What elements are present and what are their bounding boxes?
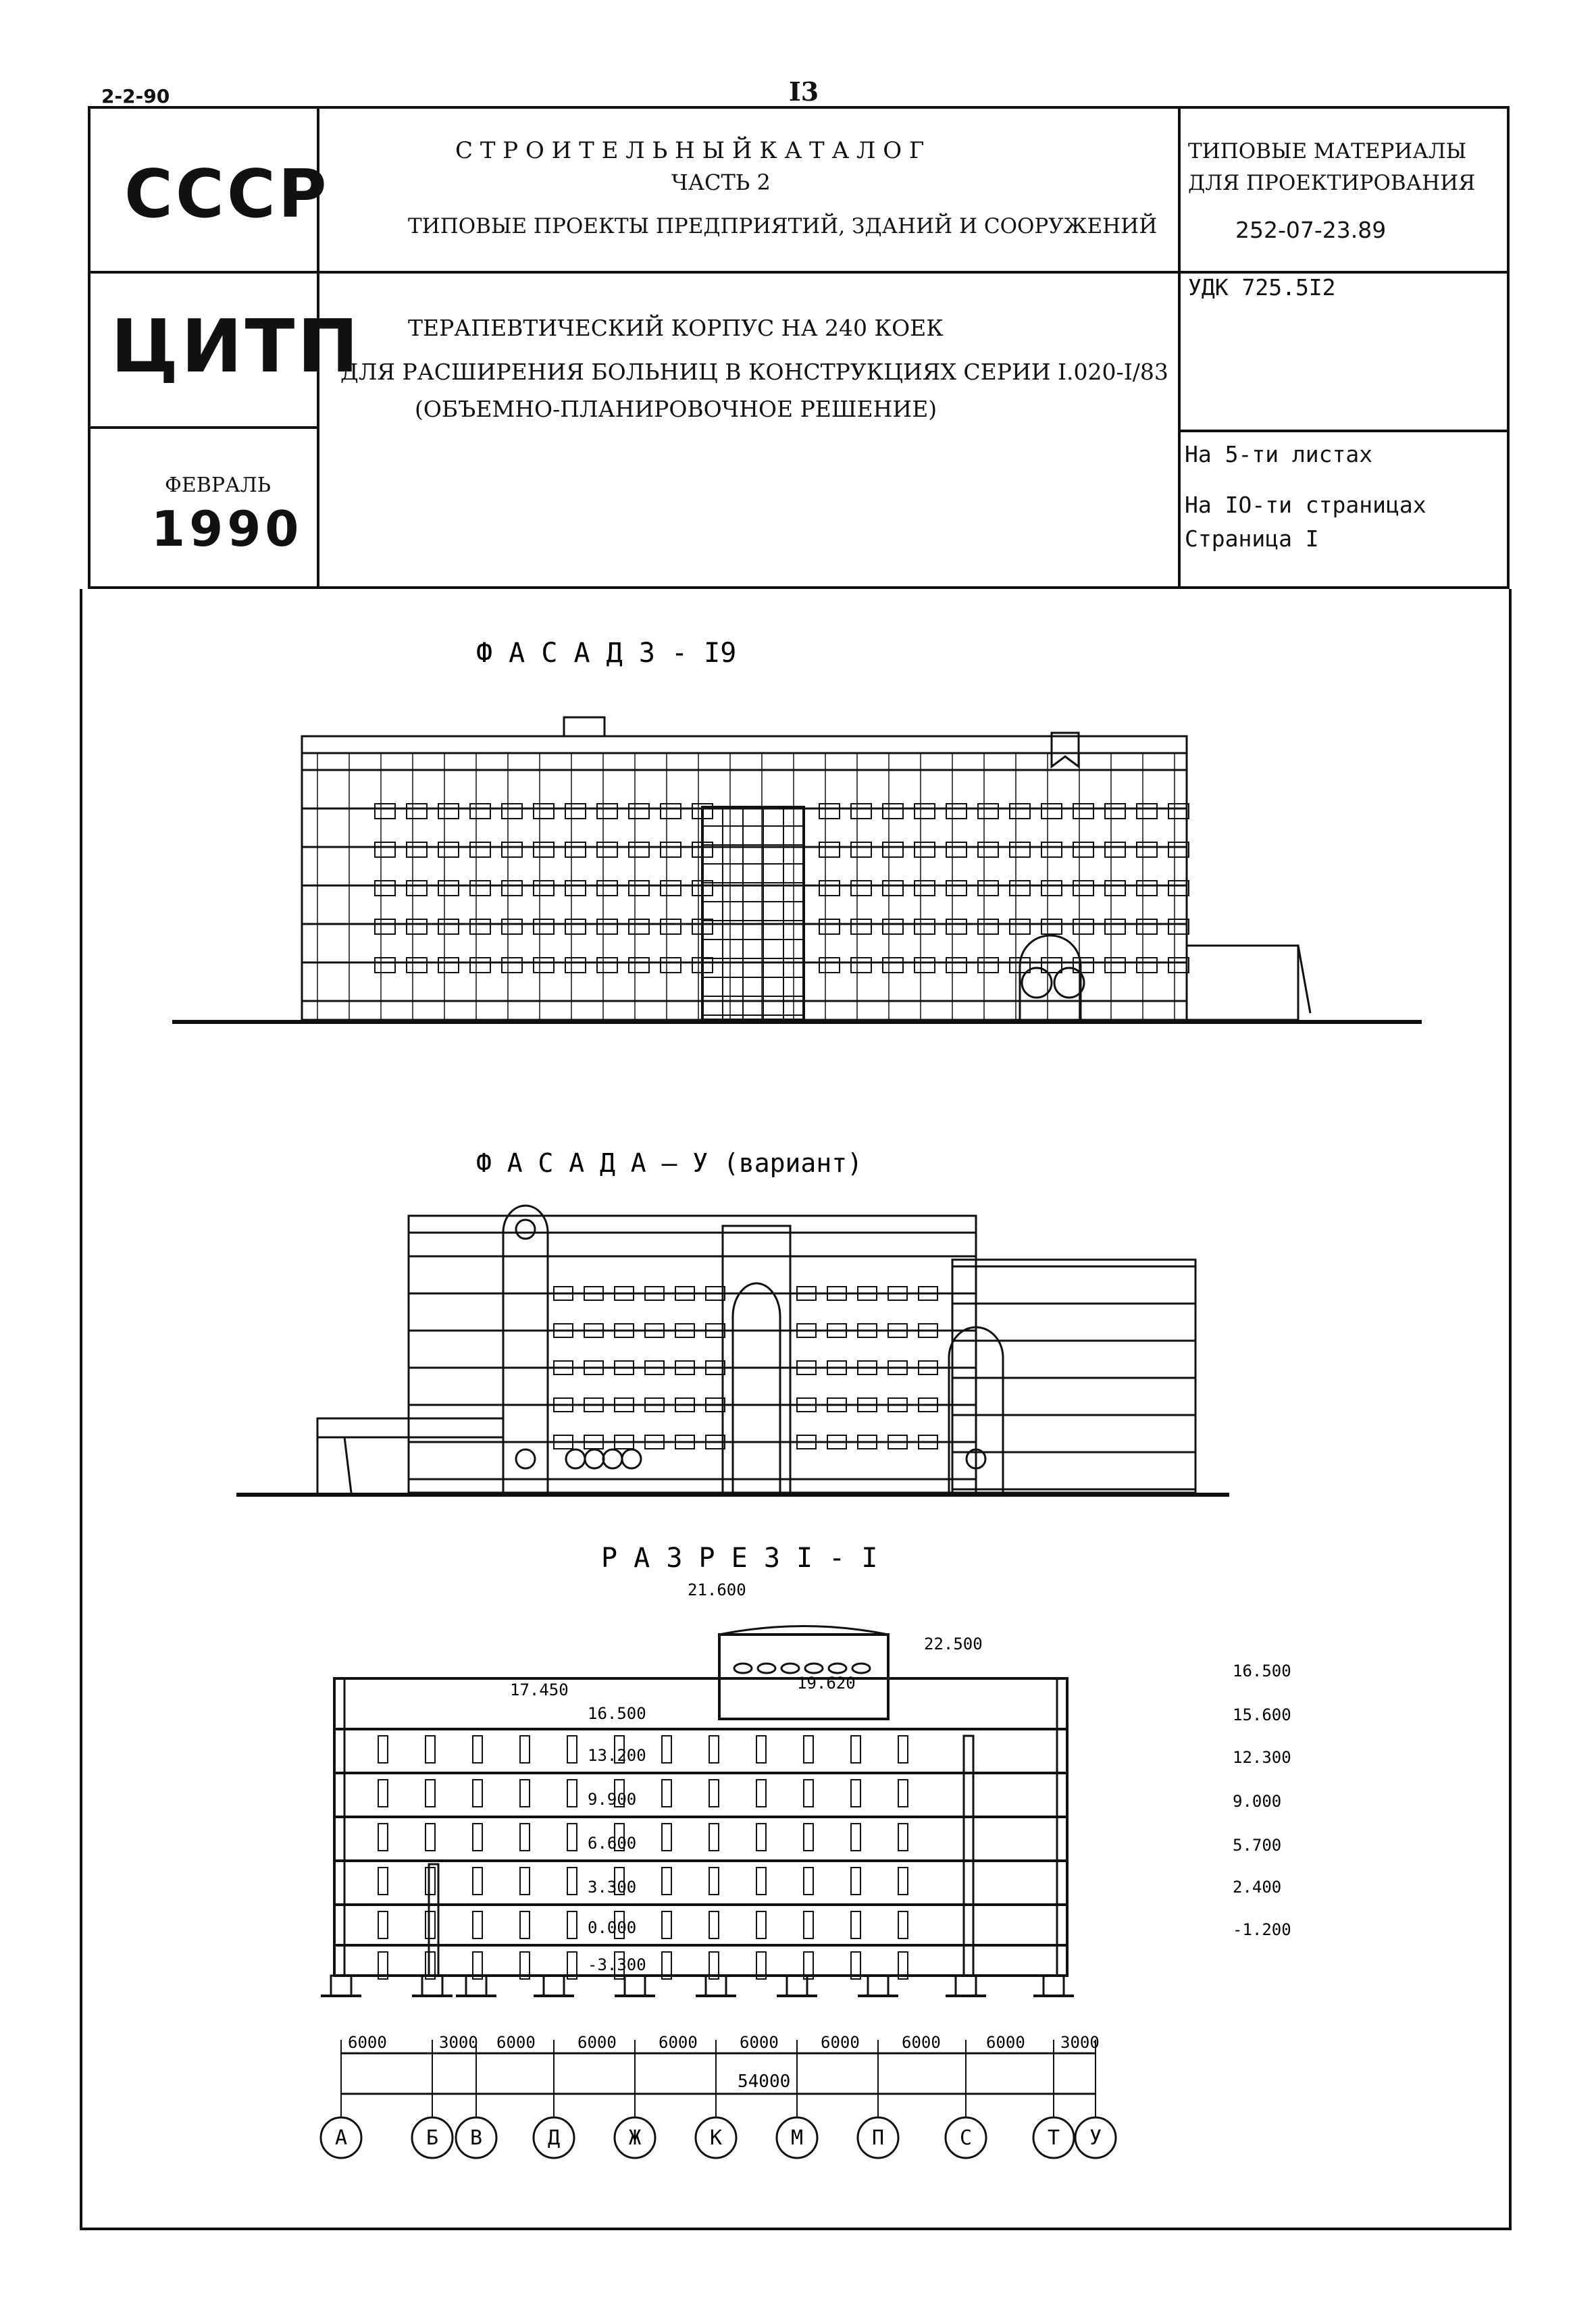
pages-count: На IO-ти страницах <box>1185 492 1426 518</box>
doc-number: 252-07-23.89 <box>1235 217 1387 243</box>
axis-label: В <box>469 2126 483 2150</box>
span-dimension: 6000 <box>740 2033 779 2052</box>
dimension-lines <box>341 2053 1096 2094</box>
issue-year: 1990 <box>151 500 303 557</box>
right-line2: ДЛЯ ПРОЕКТИРОВАНИЯ <box>1188 171 1476 195</box>
span-dimension: 6000 <box>821 2033 860 2052</box>
total-dimension: 54000 <box>738 2072 791 2092</box>
project-line3: (ОБЪЕМНО-ПЛАНИРОВОЧНОЕ РЕШЕНИЕ) <box>415 396 937 422</box>
issue-month: ФЕВРАЛЬ <box>165 473 272 497</box>
axis-label: С <box>959 2126 973 2150</box>
floor-mark: 6.600 <box>588 1834 637 1853</box>
floor-marks <box>588 1704 646 1974</box>
mark-roof-top: 21.600 <box>688 1580 746 1599</box>
span-dimension: 3000 <box>439 2033 478 2052</box>
page-number: I3 <box>789 76 819 107</box>
right-mark: 9.000 <box>1233 1792 1282 1811</box>
axis-label: Т <box>1047 2126 1060 2150</box>
project-line1: ТЕРАПЕВТИЧЕСКИЙ КОРПУС НА 240 КОЕК <box>408 315 944 341</box>
right-mark: 12.300 <box>1233 1748 1291 1767</box>
axis-label: П <box>871 2126 885 2150</box>
axis-label: К <box>709 2126 723 2150</box>
facade2-title: Ф А С А Д А – У (вариант) <box>476 1148 863 1178</box>
section-drawing <box>321 1626 1074 1997</box>
catalog-subtitle: ТИПОВЫЕ ПРОЕКТЫ ПРЕДПРИЯТИЙ, ЗДАНИЙ И СООРУЖЕНИЙ <box>408 214 1158 238</box>
axis-label: Ж <box>628 2126 642 2150</box>
section-title: Р А З Р Е З I - I <box>601 1543 878 1574</box>
axis-markers <box>321 2040 1116 2158</box>
floor-mark: -3.300 <box>588 1955 646 1974</box>
right-mark: 15.600 <box>1233 1705 1291 1724</box>
mark-stair: 19.620 <box>797 1674 856 1693</box>
axis-label: Б <box>426 2126 439 2150</box>
mark-right-top: 22.500 <box>924 1635 983 1653</box>
floor-mark: 13.200 <box>588 1746 646 1765</box>
floor-mark: 3.300 <box>588 1878 637 1897</box>
facade2-drawing <box>236 1206 1229 1495</box>
span-dimension: 6000 <box>348 2033 387 2052</box>
facade1-drawing <box>172 717 1422 1022</box>
floor-mark: 0.000 <box>588 1918 637 1937</box>
span-dimension: 6000 <box>902 2033 941 2052</box>
right-marks <box>1233 1662 1291 1939</box>
axis-label: У <box>1089 2126 1102 2150</box>
current-page: Страница I <box>1185 525 1319 552</box>
sheets-count: На 5-ти листах <box>1185 441 1373 467</box>
span-dimension: 3000 <box>1060 2033 1100 2052</box>
facade1-title: Ф А С А Д 3 - I9 <box>476 638 737 669</box>
project-line2: ДЛЯ РАСШИРЕНИЯ БОЛЬНИЦ В КОНСТРУКЦИЯХ СЕРИИ I.020-I/83 <box>340 359 1168 385</box>
axis-label: М <box>790 2126 804 2150</box>
right-line1: ТИПОВЫЕ МАТЕРИАЛЫ <box>1188 139 1467 163</box>
span-dimension: 6000 <box>659 2033 698 2052</box>
span-dimension: 6000 <box>496 2033 536 2052</box>
catalog-part: ЧАСТЬ 2 <box>671 170 771 195</box>
floor-mark: 9.900 <box>588 1790 637 1809</box>
catalog-title: С Т Р О И Т Е Л Ь Н Ы Й К А Т А Л О Г <box>455 137 925 164</box>
ussr-label: СССР <box>124 156 330 233</box>
right-mark: 16.500 <box>1233 1662 1291 1680</box>
right-mark: -1.200 <box>1233 1920 1291 1939</box>
udk-code: УДК 725.5I2 <box>1188 274 1336 301</box>
corner-code: 2-2-90 <box>101 85 170 107</box>
span-dimensions <box>348 2033 1100 2052</box>
right-mark: 5.700 <box>1233 1836 1282 1855</box>
citp-label: ЦИТП <box>111 305 361 389</box>
span-dimension: 6000 <box>986 2033 1025 2052</box>
right-mark: 2.400 <box>1233 1878 1282 1897</box>
axis-label: Д <box>547 2126 561 2150</box>
mark-left-top: 17.450 <box>510 1680 569 1699</box>
axis-label: А <box>334 2126 348 2150</box>
floor-mark: 16.500 <box>588 1704 646 1723</box>
span-dimension: 6000 <box>577 2033 617 2052</box>
